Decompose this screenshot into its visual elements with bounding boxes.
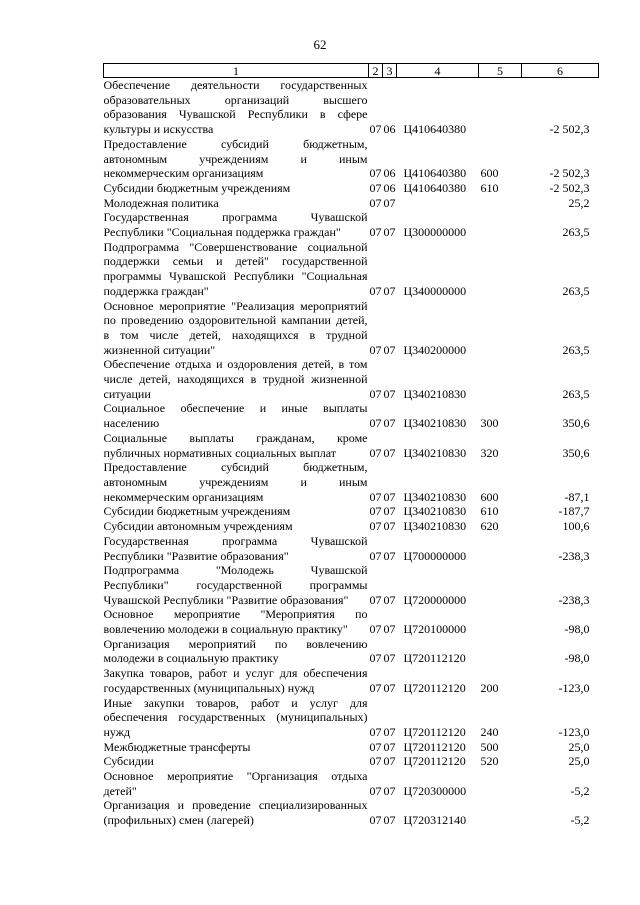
subsection-code: 06 xyxy=(383,122,396,137)
expense-type-code: 500 xyxy=(480,739,499,754)
target-article-code: Ц340210830 xyxy=(403,386,467,401)
table-row xyxy=(104,240,599,299)
expense-type-code: 200 xyxy=(480,680,499,695)
column-header-4: 4 xyxy=(397,64,479,78)
table-row xyxy=(104,504,599,519)
subsection-code: 07 xyxy=(383,489,396,504)
table-row xyxy=(104,431,599,460)
subsection-code: 07 xyxy=(383,813,396,828)
section-code: 07 xyxy=(369,724,382,739)
target-article-code: Ц340210830 xyxy=(403,416,467,431)
section-code: 07 xyxy=(369,180,382,195)
expense-type-code: 240 xyxy=(480,724,499,739)
target-article-code: Ц340200000 xyxy=(403,342,467,357)
table-row xyxy=(104,798,599,827)
target-article-code: Ц340210830 xyxy=(403,519,467,534)
subsection-code: 06 xyxy=(383,180,396,195)
amount: -2 502,3 xyxy=(549,122,590,137)
expense-type-code: 600 xyxy=(480,166,499,181)
amount: -238,3 xyxy=(558,548,590,563)
table-row xyxy=(104,519,599,534)
row-name: Предоставление субсидий бюджетным, автономным учреждениям и иным некоммерческим организациям xyxy=(103,460,368,504)
table-row xyxy=(104,769,599,798)
amount: -98,0 xyxy=(564,651,590,666)
column-header-3: 3 xyxy=(383,64,397,78)
row-name: Субсидии бюджетным учреждениям xyxy=(103,180,291,195)
amount: -187,7 xyxy=(558,504,590,519)
table-row xyxy=(104,401,599,430)
amount: -5,2 xyxy=(570,783,590,798)
section-code: 07 xyxy=(369,416,382,431)
subsection-code: 07 xyxy=(383,504,396,519)
section-code: 07 xyxy=(369,739,382,754)
expense-type-code xyxy=(479,240,522,299)
section-code: 07 xyxy=(369,386,382,401)
table-body xyxy=(104,64,599,828)
table-row xyxy=(104,210,599,239)
row-name: Подпрограмма "Молодежь Чувашской Республики" государственной программы Чувашской Республики "Развитие образования" xyxy=(103,563,368,607)
table-row xyxy=(104,357,599,401)
row-name: Государственная программа Чувашской Республики "Развитие образования" xyxy=(103,533,368,563)
amount: -238,3 xyxy=(558,592,590,607)
amount: -123,0 xyxy=(558,680,590,695)
table-row xyxy=(104,637,599,666)
section-code: 07 xyxy=(369,445,382,460)
section-code: 07 xyxy=(369,166,382,181)
subsection-code: 07 xyxy=(383,651,396,666)
section-code: 07 xyxy=(369,680,382,695)
column-header-1: 1 xyxy=(104,64,369,78)
section-code: 07 xyxy=(369,548,382,563)
expense-type-code: 600 xyxy=(480,489,499,504)
table-row xyxy=(104,563,599,607)
target-article-code: Ц720112120 xyxy=(403,680,466,695)
subsection-code: 07 xyxy=(383,739,396,754)
target-article-code: Ц720100000 xyxy=(403,622,467,637)
amount: 100,6 xyxy=(562,519,590,534)
row-name: Организация и проведение специализированных (профильных) смен (лагерей) xyxy=(103,798,368,828)
amount: 350,6 xyxy=(562,445,590,460)
table-row xyxy=(104,78,599,137)
section-code: 07 xyxy=(369,754,382,769)
expense-type-code xyxy=(479,196,522,211)
row-name: Предоставление субсидий бюджетным, автономным учреждениям и иным некоммерческим организациям xyxy=(103,136,368,181)
expense-type-code: 620 xyxy=(480,519,499,534)
expense-type-code xyxy=(479,637,522,666)
amount: -2 502,3 xyxy=(549,180,590,195)
section-code: 07 xyxy=(369,519,382,534)
amount: -87,1 xyxy=(564,489,590,504)
subsection-code: 07 xyxy=(383,754,396,769)
target-article-code: Ц720112120 xyxy=(403,724,466,739)
table-row xyxy=(104,696,599,740)
subsection-code: 07 xyxy=(383,416,396,431)
target-article-code: Ц720312140 xyxy=(403,813,467,828)
expense-type-code: 300 xyxy=(480,416,499,431)
target-article-code: Ц410640380 xyxy=(403,180,467,195)
amount: -98,0 xyxy=(564,622,590,637)
section-code: 07 xyxy=(369,504,382,519)
column-header-6: 6 xyxy=(522,64,599,78)
amount: 350,6 xyxy=(562,416,590,431)
page-number: 62 xyxy=(313,37,327,52)
subsection-code: 07 xyxy=(383,680,396,695)
target-article-code: Ц340210830 xyxy=(403,445,467,460)
subsection-code: 07 xyxy=(383,724,396,739)
expense-type-code xyxy=(479,299,522,358)
subsection-code: 07 xyxy=(383,548,396,563)
section-code: 07 xyxy=(369,489,382,504)
expense-type-code: 610 xyxy=(480,504,499,519)
row-name: Молодежная политика xyxy=(103,195,219,210)
section-code: 07 xyxy=(369,592,382,607)
amount: 25,2 xyxy=(568,195,590,210)
expense-type-code xyxy=(479,357,522,401)
subsection-code: 07 xyxy=(383,342,396,357)
subsection-code: 07 xyxy=(383,283,396,298)
expense-type-code xyxy=(479,534,522,563)
amount: 263,5 xyxy=(562,225,590,240)
table-row xyxy=(104,607,599,636)
row-name: Основное мероприятие "Организация отдыха детей" xyxy=(103,769,368,798)
row-name: Социальное обеспечение и иные выплаты населению xyxy=(103,401,368,431)
expense-type-code: 320 xyxy=(480,445,499,460)
table-row xyxy=(104,666,599,695)
row-name: Организация мероприятий по вовлечению молодежи в социальную практику xyxy=(103,636,368,666)
section-code: 07 xyxy=(369,342,382,357)
row-name: Основное мероприятие "Мероприятия по вовлечению молодежи в социальную практику" xyxy=(103,607,368,637)
subsection-code: 07 xyxy=(383,225,396,240)
expense-type-code xyxy=(479,769,522,798)
amount: 263,5 xyxy=(562,386,590,401)
target-article-code: Ц720112120 xyxy=(403,651,466,666)
amount: -2 502,3 xyxy=(549,166,590,181)
table-header-row xyxy=(104,64,599,78)
section-code: 07 xyxy=(369,622,382,637)
amount: 263,5 xyxy=(562,342,590,357)
row-name: Основное мероприятие "Реализация мероприятий по проведению оздоровительной кампании детей, в том числе детей, находящихся в трудной жизненной ситуации" xyxy=(103,298,368,357)
table-row xyxy=(104,534,599,563)
target-article-code: Ц300000000 xyxy=(403,225,467,240)
column-header-2: 2 xyxy=(369,64,383,78)
subsection-code: 07 xyxy=(383,386,396,401)
subsection-code: 07 xyxy=(383,622,396,637)
section-code: 07 xyxy=(369,195,382,210)
target-article-code: Ц720000000 xyxy=(403,592,467,607)
amount: 25,0 xyxy=(568,754,590,769)
row-name: Закупка товаров, работ и услуг для обеспечения государственных (муниципальных) нужд xyxy=(103,666,368,695)
target-article-code: Ц340000000 xyxy=(403,283,467,298)
target-article-code: Ц720112120 xyxy=(403,754,466,769)
target-article-code: Ц410640380 xyxy=(403,122,467,137)
subsection-code: 07 xyxy=(383,195,396,210)
expense-type-code xyxy=(479,607,522,636)
row-name: Обеспечение деятельности государственных образовательных организаций высшего образования Чувашской Республики в сфере культуры и искусства xyxy=(103,78,368,137)
table-row xyxy=(104,196,599,211)
row-name: Обеспечение отдыха и оздоровления детей, в том числе детей, находящихся в трудной жизненной ситуации xyxy=(103,357,368,401)
subsection-code: 07 xyxy=(383,592,396,607)
target-article-code: Ц720112120 xyxy=(403,739,466,754)
row-name: Государственная программа Чувашской Республики "Социальная поддержка граждан" xyxy=(103,210,368,240)
table-row xyxy=(104,460,599,504)
table-row xyxy=(104,754,599,769)
row-name: Социальные выплаты гражданам, кроме публичных нормативных социальных выплат xyxy=(103,430,368,460)
table-row xyxy=(104,740,599,755)
subsection-code: 06 xyxy=(383,166,396,181)
row-name: Иные закупки товаров, работ и услуг для обеспечения государственных (муниципальных) нужд xyxy=(103,695,368,739)
section-code: 07 xyxy=(369,122,382,137)
amount: 263,5 xyxy=(562,283,590,298)
expense-type-code xyxy=(479,78,522,137)
amount: -123,0 xyxy=(558,724,590,739)
row-name: Субсидии автономным учреждениям xyxy=(103,519,293,534)
section-code: 07 xyxy=(369,225,382,240)
subsection-code: 07 xyxy=(383,783,396,798)
target-article-code: Ц410640380 xyxy=(403,166,467,181)
target-article-code: Ц720300000 xyxy=(403,783,467,798)
row-name: Субсидии xyxy=(103,754,154,769)
target-article-code: Ц340210830 xyxy=(403,489,467,504)
budget-table xyxy=(103,63,599,828)
expense-type-code: 610 xyxy=(480,180,499,195)
row-name: Субсидии бюджетным учреждениям xyxy=(103,504,291,519)
amount: 25,0 xyxy=(568,739,590,754)
expense-type-code xyxy=(479,563,522,607)
expense-type-code xyxy=(479,798,522,827)
subsection-code: 07 xyxy=(383,445,396,460)
expense-type-code xyxy=(479,210,522,239)
section-code: 07 xyxy=(369,651,382,666)
expense-type-code: 520 xyxy=(480,754,499,769)
amount: -5,2 xyxy=(570,813,590,828)
row-name: Подпрограмма "Совершенствование социальной поддержки семьи и детей" государственной программы Чувашской Республики "Социальная поддержка граждан" xyxy=(103,239,368,298)
table-row xyxy=(104,181,599,196)
target-article-code: Ц340210830 xyxy=(403,504,467,519)
row-name: Межбюджетные трансферты xyxy=(103,739,251,754)
column-header-5: 5 xyxy=(479,64,522,78)
target-article-code xyxy=(397,196,479,211)
table-row xyxy=(104,137,599,181)
subsection-code: 07 xyxy=(383,519,396,534)
section-code: 07 xyxy=(369,783,382,798)
target-article-code: Ц700000000 xyxy=(403,548,467,563)
section-code: 07 xyxy=(369,813,382,828)
section-code: 07 xyxy=(369,283,382,298)
table-row xyxy=(104,299,599,358)
